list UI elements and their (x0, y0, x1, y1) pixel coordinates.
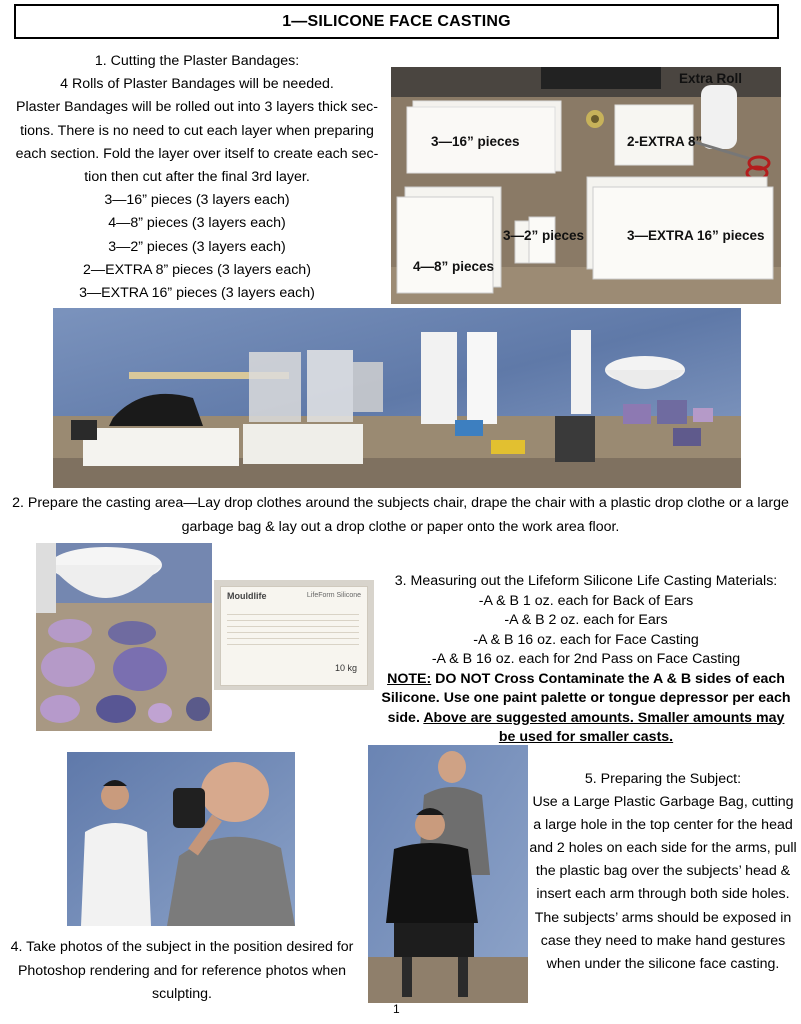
section2-caption: 2. Prepare the casting area—Lay drop clothes around the subjects chair, drape the chair with a plastic drop clothe or a large garbage bag & lay out a drop clothe or paper onto the work area floor. (12, 495, 789, 535)
section1-line: 4 Rolls of Plaster Bandages will be needed. (60, 76, 334, 93)
label-weight: 10 kg (334, 663, 357, 673)
section1-line: tions. There is no need to cut each layer when preparing (20, 122, 374, 139)
section1-heading: 1. Cutting the Plaster Bandages: (94, 53, 300, 69)
note-underlined: Above are suggested amounts. Smaller amounts may be used for smaller casts. (423, 709, 785, 745)
label-lines (227, 609, 359, 649)
casting-area-illustration (53, 308, 741, 488)
section3-text (378, 572, 794, 748)
piece-item: 3—16” pieces (3 layers each) (104, 192, 290, 209)
section1-text (6, 50, 388, 305)
label-8-pieces: 4—8” pieces (413, 259, 495, 274)
piece-item: 4—8” pieces (3 layers each) (108, 215, 286, 232)
section5-body: Use a Large Plastic Garbage Bag, cutting a large hole in the top center for the head and 2 holes on each side for the arms, pull the plastic bag over the subjects’ head & insert each arm through both side holes. (529, 794, 797, 903)
section4-caption: 4. Take photos of the subject in the position desired for Photoshop rendering and for reference photos when sculpting. (10, 939, 354, 1002)
section5-body2: The subjects’ arms should be exposed in case they need to make hand gestures when under the silicone face casting. (534, 909, 792, 972)
amount-item: -A & B 16 oz. each for Face Casting (473, 631, 699, 648)
casting-area-photo (53, 308, 741, 488)
section5-heading: 5. Preparing the Subject: (584, 771, 742, 787)
label-16-pieces: 3—16” pieces (431, 134, 520, 149)
preparing-subject-photo (368, 745, 528, 1003)
silicone-cups-photo (36, 543, 212, 731)
label-2-pieces: 3—2” pieces (503, 228, 585, 243)
amount-item: -A & B 16 oz. each for 2nd Pass on Face Casting (431, 651, 741, 667)
section3-note (378, 670, 794, 748)
section1-line: Plaster Bandages will be rolled out into 3 layers thick sec- (16, 99, 378, 116)
label-extra-8: 2-EXTRA 8” (627, 134, 703, 149)
label-product: LifeForm Silicone (306, 592, 361, 599)
piece-item: 3—EXTRA 16” pieces (3 layers each) (79, 285, 315, 302)
label-extra-roll: Extra Roll (679, 71, 743, 86)
page-number: 1 (393, 1002, 400, 1016)
taking-photos-illustration (67, 752, 295, 926)
silicone-label-photo (214, 580, 374, 690)
plaster-bandages-photo (391, 67, 781, 304)
amount-item: -A & B 1 oz. each for Back of Ears (478, 592, 694, 609)
note-label: NOTE: (387, 670, 432, 687)
silicone-cups-illustration (36, 543, 212, 731)
section1-line: each section. Fold the layer over itself to create each sec- (15, 145, 379, 162)
label-brand: Mouldlife (227, 591, 267, 601)
piece-item: 3—2” pieces (3 layers each) (108, 238, 286, 255)
page-title: 1—SILICONE FACE CASTING (14, 4, 779, 39)
section5-text (528, 768, 798, 976)
preparing-subject-illustration (368, 745, 528, 1003)
section3-heading: 3. Measuring out the Lifeform Silicone Life Casting Materials: (394, 573, 778, 589)
section1-line: tion then cut after the final 3rd layer. (84, 169, 310, 186)
piece-item: 2—EXTRA 8” pieces (3 layers each) (83, 261, 311, 278)
amount-item: -A & B 2 oz. each for Ears (504, 612, 668, 628)
label-extra-16: 3—EXTRA 16” pieces (627, 228, 765, 243)
note-text: DO NOT Cross Contaminate the A & B sides of each Silicone. Use one paint palette or tongue depressor per each side. (381, 670, 791, 726)
taking-photos-photo (67, 752, 295, 926)
silicone-label-card (220, 586, 368, 686)
